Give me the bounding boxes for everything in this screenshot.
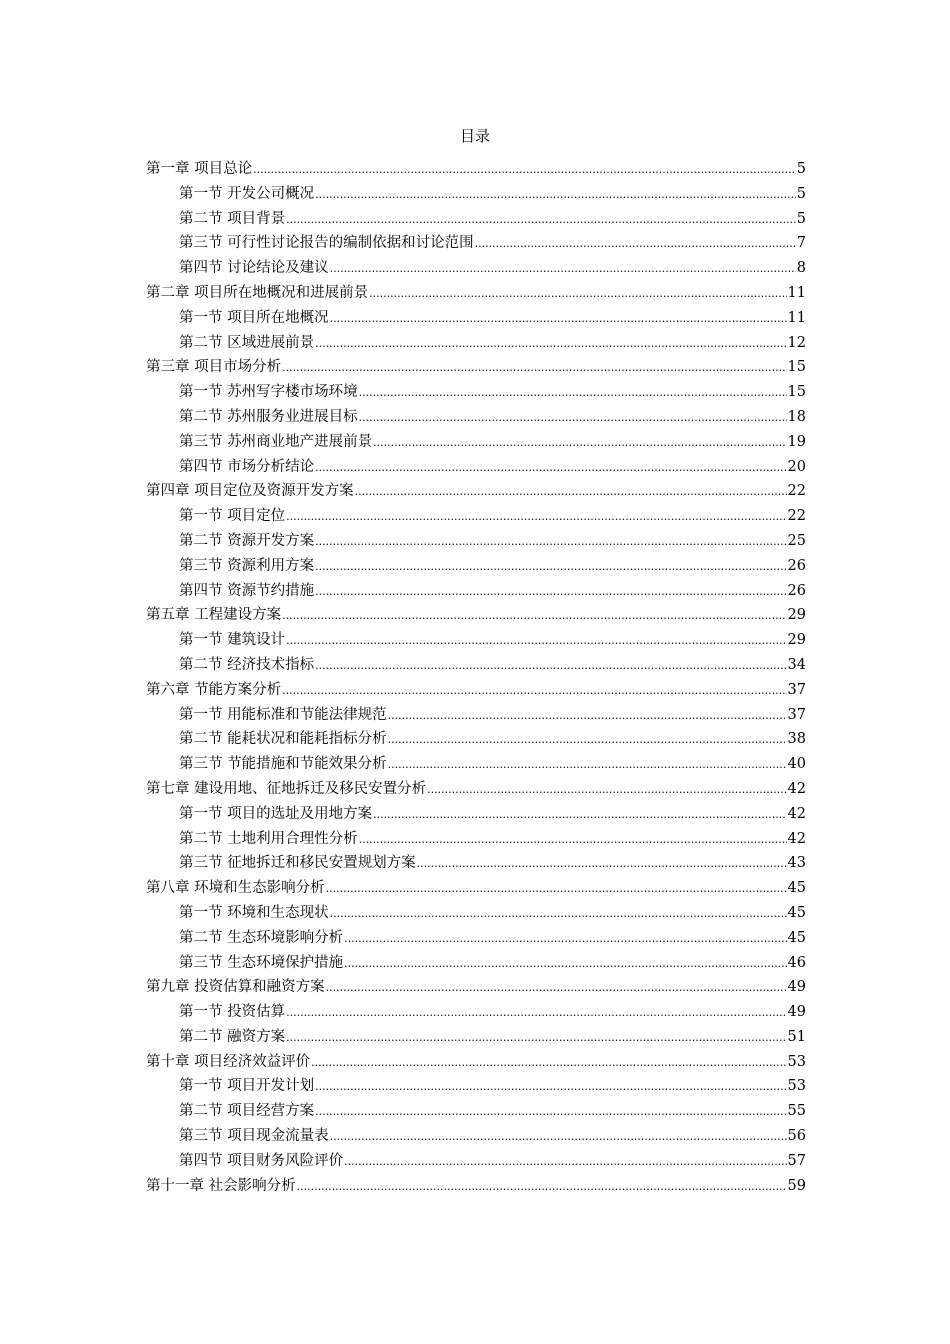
toc-entry-label: 第二节 生态环境影响分析 xyxy=(179,929,344,946)
toc-chapter-entry[interactable] xyxy=(146,878,806,903)
toc-dot-leader xyxy=(344,1151,786,1172)
toc-entry-label: 第二节 能耗状况和能耗指标分析 xyxy=(179,731,387,748)
toc-dot-leader xyxy=(282,605,786,626)
toc-dot-leader xyxy=(315,457,786,478)
toc-entry-label: 第四节 项目财务风险评价 xyxy=(179,1152,344,1169)
toc-entry-label: 第一节 投资估算 xyxy=(179,1004,286,1021)
toc-entry-label: 第一章 项目总论 xyxy=(146,161,253,177)
toc-entry-label: 第二节 项目经营方案 xyxy=(179,1103,315,1120)
toc-section-entry[interactable] xyxy=(146,233,806,258)
toc-section-entry[interactable] xyxy=(146,903,806,928)
toc-entry-label: 第三节 征地拆迁和移民安置规划方案 xyxy=(179,855,416,872)
toc-chapter-entry[interactable] xyxy=(146,481,806,506)
toc-dot-leader xyxy=(315,531,786,552)
toc-chapter-entry[interactable] xyxy=(146,605,806,630)
toc-section-entry[interactable] xyxy=(146,333,806,358)
toc-chapter-entry[interactable] xyxy=(146,1176,806,1201)
toc-section-entry[interactable] xyxy=(146,630,806,655)
toc-dot-leader xyxy=(344,928,786,949)
toc-dot-leader xyxy=(344,953,786,974)
toc-entry-page-number: 20 xyxy=(787,458,806,475)
toc-entry-page-number: 11 xyxy=(787,284,806,301)
toc-entry-label: 第三节 可行性讨论报告的编制依据和讨论范围 xyxy=(179,235,474,252)
toc-section-entry[interactable] xyxy=(146,928,806,953)
toc-entry-label: 第三节 资源利用方案 xyxy=(179,557,315,574)
toc-dot-leader xyxy=(326,977,787,998)
toc-entry-label: 第二节 经济技术指标 xyxy=(179,656,315,673)
toc-chapter-entry[interactable] xyxy=(146,159,806,184)
toc-section-entry[interactable] xyxy=(146,853,806,878)
toc-entry-page-number: 22 xyxy=(787,483,806,500)
toc-entry-page-number: 25 xyxy=(787,532,806,549)
toc-entry-label: 第七章 建设用地、征地拆迁及移民安置分析 xyxy=(146,780,427,797)
toc-dot-leader xyxy=(311,1052,786,1073)
toc-section-entry[interactable] xyxy=(146,308,806,333)
toc-entry-label: 第六章 节能方案分析 xyxy=(146,681,282,698)
toc-section-entry[interactable] xyxy=(146,953,806,978)
toc-entry-label: 第五章 工程建设方案 xyxy=(146,607,282,624)
toc-entry-page-number: 38 xyxy=(787,731,806,748)
toc-dot-leader xyxy=(330,308,787,329)
toc-entry-label: 第一节 项目的选址及用地方案 xyxy=(179,805,373,822)
toc-entry-label: 第三节 项目现金流量表 xyxy=(179,1128,329,1145)
toc-entry-label: 第一节 项目所在地概况 xyxy=(179,309,329,326)
toc-title: 目录 xyxy=(459,127,490,145)
toc-dot-leader xyxy=(315,184,796,205)
toc-entry-page-number: 55 xyxy=(787,1103,806,1120)
toc-section-entry[interactable] xyxy=(146,506,806,531)
toc-entry-page-number: 8 xyxy=(796,260,806,277)
toc-dot-leader xyxy=(388,729,787,750)
toc-section-entry[interactable] xyxy=(146,1126,806,1151)
toc-section-entry[interactable] xyxy=(146,556,806,581)
toc-dot-leader xyxy=(373,804,786,825)
toc-entry-page-number: 45 xyxy=(787,904,806,921)
toc-section-entry[interactable] xyxy=(146,209,806,234)
toc-dot-leader xyxy=(427,779,786,800)
toc-entry-page-number: 56 xyxy=(787,1128,806,1145)
toc-entry-page-number: 12 xyxy=(787,334,806,351)
toc-entry-page-number: 29 xyxy=(787,607,806,624)
toc-entry-label: 第二章 项目所在地概况和进展前景 xyxy=(146,284,369,301)
toc-entry-page-number: 37 xyxy=(787,681,806,698)
toc-dot-leader xyxy=(253,159,796,180)
toc-chapter-entry[interactable] xyxy=(146,680,806,705)
toc-dot-leader xyxy=(355,481,787,502)
toc-entry-page-number: 37 xyxy=(787,706,806,723)
toc-section-entry[interactable] xyxy=(146,1027,806,1052)
toc-dot-leader xyxy=(475,233,796,254)
toc-list xyxy=(146,159,806,1200)
toc-section-entry[interactable] xyxy=(146,432,806,457)
toc-entry-page-number: 57 xyxy=(787,1152,806,1169)
toc-entry-page-number: 40 xyxy=(787,756,806,773)
toc-entry-page-number: 45 xyxy=(787,929,806,946)
toc-entry-label: 第三节 苏州商业地产进展前景 xyxy=(179,433,373,450)
toc-entry-page-number: 5 xyxy=(796,210,806,227)
toc-entry-page-number: 15 xyxy=(787,359,806,376)
toc-dot-leader xyxy=(315,333,786,354)
toc-chapter-entry[interactable] xyxy=(146,779,806,804)
toc-section-entry[interactable] xyxy=(146,407,806,432)
toc-entry-page-number: 51 xyxy=(787,1028,806,1045)
toc-entry-label: 第一节 开发公司概况 xyxy=(179,185,315,202)
toc-entry-label: 第二节 项目背景 xyxy=(179,210,286,227)
toc-dot-leader xyxy=(359,382,787,403)
toc-section-entry[interactable] xyxy=(146,1002,806,1027)
toc-dot-leader xyxy=(330,903,787,924)
toc-entry-page-number: 18 xyxy=(787,408,806,425)
toc-chapter-entry[interactable] xyxy=(146,283,806,308)
toc-dot-leader xyxy=(286,506,786,527)
toc-dot-leader xyxy=(388,705,787,726)
toc-section-entry[interactable] xyxy=(146,829,806,854)
toc-entry-label: 第八章 环境和生态影响分析 xyxy=(146,880,325,897)
toc-entry-label: 第一节 建筑设计 xyxy=(179,632,286,649)
toc-entry-page-number: 22 xyxy=(787,508,806,525)
toc-entry-label: 第二节 土地利用合理性分析 xyxy=(179,830,358,847)
toc-section-entry[interactable] xyxy=(146,184,806,209)
toc-entry-page-number: 34 xyxy=(787,656,806,673)
toc-entry-page-number: 11 xyxy=(787,309,806,326)
toc-entry-page-number: 49 xyxy=(787,1004,806,1021)
toc-dot-leader xyxy=(282,357,786,378)
toc-dot-leader xyxy=(297,1176,787,1197)
toc-entry-page-number: 5 xyxy=(796,185,806,202)
toc-entry-label: 第二节 区域进展前景 xyxy=(179,334,315,351)
toc-dot-leader xyxy=(282,680,786,701)
toc-entry-label: 第二节 资源开发方案 xyxy=(179,532,315,549)
toc-section-entry[interactable] xyxy=(146,655,806,680)
toc-section-entry[interactable] xyxy=(146,729,806,754)
toc-entry-label: 第三章 项目市场分析 xyxy=(146,359,282,376)
toc-section-entry[interactable] xyxy=(146,581,806,606)
toc-dot-leader xyxy=(330,258,796,279)
toc-section-entry[interactable] xyxy=(146,1151,806,1176)
toc-entry-page-number: 29 xyxy=(787,632,806,649)
toc-entry-page-number: 26 xyxy=(787,582,806,599)
toc-entry-label: 第四章 项目定位及资源开发方案 xyxy=(146,483,354,500)
toc-dot-leader xyxy=(286,1027,786,1048)
toc-entry-label: 第二节 融资方案 xyxy=(179,1028,286,1045)
toc-entry-label: 第十章 项目经济效益评价 xyxy=(146,1053,311,1070)
toc-section-entry[interactable] xyxy=(146,531,806,556)
toc-dot-leader xyxy=(359,829,787,850)
toc-entry-page-number: 42 xyxy=(787,780,806,797)
toc-dot-leader xyxy=(359,407,787,428)
toc-entry-page-number: 53 xyxy=(787,1053,806,1070)
toc-section-entry[interactable] xyxy=(146,258,806,283)
toc-entry-label: 第四节 讨论结论及建议 xyxy=(179,260,329,277)
toc-section-entry[interactable] xyxy=(146,804,806,829)
toc-section-entry[interactable] xyxy=(146,1101,806,1126)
toc-dot-leader xyxy=(315,1076,786,1097)
toc-entry-label: 第四节 资源节约措施 xyxy=(179,582,315,599)
toc-entry-page-number: 15 xyxy=(787,384,806,401)
toc-dot-leader xyxy=(315,1101,786,1122)
toc-dot-leader xyxy=(315,581,786,602)
toc-dot-leader xyxy=(286,209,796,230)
toc-chapter-entry[interactable] xyxy=(146,357,806,382)
toc-dot-leader xyxy=(369,283,786,304)
toc-entry-label: 第一节 用能标准和节能法律规范 xyxy=(179,706,387,723)
toc-entry-page-number: 19 xyxy=(787,433,806,450)
toc-dot-leader xyxy=(417,853,787,874)
toc-entry-label: 第十一章 社会影响分析 xyxy=(146,1177,296,1194)
toc-entry-page-number: 26 xyxy=(787,557,806,574)
toc-entry-page-number: 42 xyxy=(787,830,806,847)
toc-section-entry[interactable] xyxy=(146,382,806,407)
toc-entry-page-number: 7 xyxy=(796,235,806,252)
toc-chapter-entry[interactable] xyxy=(146,1052,806,1077)
toc-entry-label: 第一节 项目定位 xyxy=(179,508,286,525)
toc-entry-label: 第三节 生态环境保护措施 xyxy=(179,954,344,971)
toc-dot-leader xyxy=(330,1126,787,1147)
toc-entry-page-number: 46 xyxy=(787,954,806,971)
toc-entry-label: 第二节 苏州服务业进展目标 xyxy=(179,408,358,425)
toc-entry-page-number: 59 xyxy=(787,1177,806,1194)
toc-section-entry[interactable] xyxy=(146,1076,806,1101)
toc-dot-leader xyxy=(373,432,786,453)
toc-dot-leader xyxy=(388,754,787,775)
toc-entry-page-number: 5 xyxy=(796,161,806,177)
toc-entry-label: 第一节 苏州写字楼市场环境 xyxy=(179,384,358,401)
toc-entry-label: 第三节 节能措施和节能效果分析 xyxy=(179,756,387,773)
toc-dot-leader xyxy=(326,878,787,899)
toc-section-entry[interactable] xyxy=(146,754,806,779)
toc-dot-leader xyxy=(286,630,786,651)
toc-entry-label: 第四节 市场分析结论 xyxy=(179,458,315,475)
toc-section-entry[interactable] xyxy=(146,705,806,730)
toc-dot-leader xyxy=(315,556,786,577)
toc-entry-page-number: 42 xyxy=(787,805,806,822)
toc-entry-label: 第一节 项目开发计划 xyxy=(179,1078,315,1095)
toc-entry-page-number: 45 xyxy=(787,880,806,897)
toc-entry-page-number: 49 xyxy=(787,979,806,996)
toc-section-entry[interactable] xyxy=(146,457,806,482)
toc-entry-label: 第九章 投资估算和融资方案 xyxy=(146,979,325,996)
toc-dot-leader xyxy=(315,655,786,676)
toc-entry-page-number: 43 xyxy=(787,855,806,872)
toc-entry-page-number: 53 xyxy=(787,1078,806,1095)
toc-dot-leader xyxy=(286,1002,786,1023)
toc-chapter-entry[interactable] xyxy=(146,977,806,1002)
toc-entry-label: 第一节 环境和生态现状 xyxy=(179,904,329,921)
